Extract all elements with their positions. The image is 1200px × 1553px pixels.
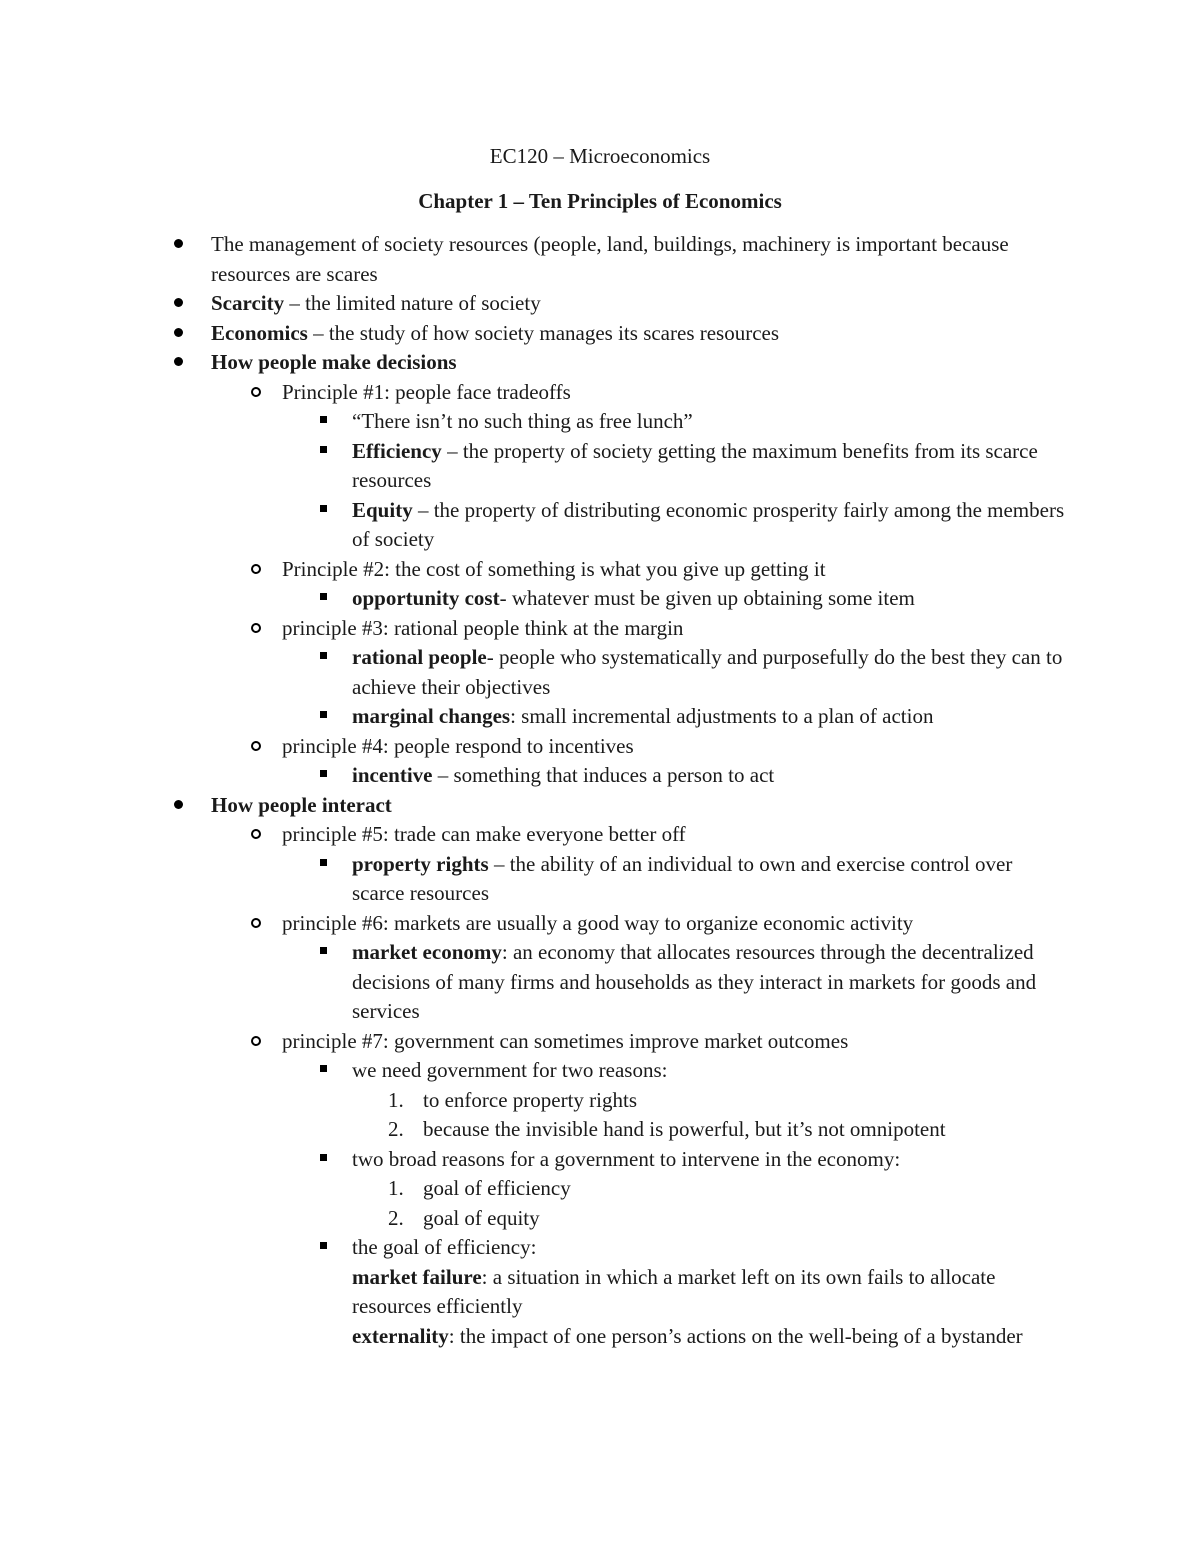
item-text bbox=[423, 1176, 571, 1200]
definition: principle #5: trade can make everyone better off bbox=[282, 822, 686, 846]
list-number: 1. bbox=[388, 1176, 404, 1200]
term: Economics bbox=[211, 320, 308, 345]
bullet-square-icon bbox=[318, 850, 332, 880]
list-item bbox=[0, 496, 1067, 555]
list-item bbox=[0, 1056, 1067, 1086]
bullet-circle-icon bbox=[249, 555, 263, 585]
bullet-square-icon bbox=[318, 496, 332, 526]
item-text bbox=[352, 586, 915, 610]
item-text bbox=[352, 409, 693, 433]
list-item bbox=[0, 732, 1062, 762]
term: How people make decisions bbox=[211, 350, 457, 374]
definition: Principle #2: the cost of something is what you give up getting it bbox=[282, 556, 826, 581]
term: Scarcity bbox=[211, 291, 285, 315]
list-item bbox=[0, 614, 1062, 644]
item-text bbox=[352, 1058, 667, 1082]
bullet-square-icon bbox=[318, 584, 332, 614]
definition: – the property of society getting the maximum benefits from its scarce resources bbox=[352, 438, 1038, 492]
definition: The management of society resources (people, land, buildings, machinery is important because resources are scares bbox=[211, 232, 1009, 286]
list-item bbox=[0, 437, 1067, 496]
continuation-text bbox=[0, 1263, 1067, 1322]
definition: the goal of efficiency: bbox=[352, 1235, 537, 1259]
list-item bbox=[0, 820, 1062, 850]
bullet-circle-icon bbox=[249, 378, 263, 408]
definition: two broad reasons for a government to intervene in the economy: bbox=[352, 1146, 901, 1171]
item-text bbox=[282, 734, 634, 758]
list-item bbox=[0, 702, 1067, 732]
definition: because the invisible hand is powerful, but it’s not omnipotent bbox=[423, 1117, 946, 1141]
item-text bbox=[352, 763, 774, 787]
definition: : an economy that allocates resources through the decentralized decisions of many firms and households as they interact in markets for goods and services bbox=[352, 940, 1037, 1023]
definition: : small incremental adjustments to a plan of action bbox=[510, 704, 934, 728]
item-text bbox=[282, 616, 683, 640]
bullet-square-icon bbox=[318, 643, 332, 673]
bullet-dot-icon bbox=[172, 791, 186, 821]
definition: : a situation in which a market left on its own fails to allocate resources efficiently bbox=[352, 1264, 996, 1318]
definition: principle #4: people respond to incentives bbox=[282, 733, 634, 758]
item-text bbox=[282, 911, 913, 935]
list-item bbox=[0, 1174, 1063, 1204]
bullet-square-icon bbox=[318, 1145, 332, 1175]
term: opportunity cost bbox=[352, 586, 500, 610]
bullet-square-icon bbox=[318, 1233, 332, 1263]
term: incentive bbox=[352, 763, 433, 787]
definition: we need government for two reasons: bbox=[352, 1058, 668, 1082]
list-item bbox=[0, 1204, 1063, 1234]
bullet-square-icon bbox=[318, 1056, 332, 1086]
definition: : the impact of one person’s actions on the well-being of a bystander bbox=[448, 1323, 1023, 1348]
item-text bbox=[211, 291, 541, 315]
term: marginal changes bbox=[352, 704, 511, 728]
item-text bbox=[282, 380, 571, 404]
bullet-dot-icon bbox=[172, 289, 186, 319]
definition: goal of efficiency bbox=[423, 1176, 571, 1200]
list-number: 1. bbox=[388, 1087, 404, 1112]
term: rational people bbox=[352, 645, 487, 669]
definition: – the limited nature of society bbox=[284, 291, 541, 315]
term: externality bbox=[352, 1323, 449, 1348]
item-text bbox=[352, 852, 1012, 906]
definition: to enforce property rights bbox=[423, 1087, 638, 1112]
definition: - whatever must be given up obtaining some item bbox=[499, 586, 915, 610]
course-title: EC120 – Microeconomics bbox=[489, 144, 711, 168]
bullet-circle-icon bbox=[249, 909, 263, 939]
item-text bbox=[352, 645, 1062, 699]
definition: “There isn’t no such thing as free lunch” bbox=[352, 409, 693, 433]
bullet-square-icon bbox=[318, 407, 332, 437]
item-text bbox=[423, 1088, 637, 1112]
item-text bbox=[282, 1029, 848, 1053]
item-text bbox=[352, 940, 1036, 1023]
list-item bbox=[0, 909, 1062, 939]
list-item bbox=[0, 791, 1041, 821]
definition: Principle #1: people face tradeoffs bbox=[282, 379, 571, 404]
item-text bbox=[423, 1206, 540, 1230]
item-text bbox=[211, 793, 392, 817]
term: property rights bbox=[352, 851, 489, 876]
definition: principle #6: markets are usually a good way to organize economic activity bbox=[282, 910, 914, 935]
bullet-circle-icon bbox=[249, 820, 263, 850]
list-item bbox=[0, 1233, 1067, 1263]
list-item bbox=[0, 555, 1062, 585]
definition: principle #3: rational people think at the margin bbox=[282, 615, 684, 640]
item-text bbox=[352, 704, 933, 728]
bullet-dot-icon bbox=[172, 348, 186, 378]
item-text bbox=[211, 350, 457, 374]
item-text bbox=[352, 1265, 995, 1319]
item-text bbox=[352, 439, 1038, 493]
list-item bbox=[0, 407, 1067, 437]
item-text bbox=[282, 822, 686, 846]
list-item bbox=[0, 1086, 1063, 1116]
list-number: 2. bbox=[388, 1205, 404, 1230]
definition: – the ability of an individual to own and exercise control over scarce resources bbox=[352, 851, 1013, 905]
bullet-circle-icon bbox=[249, 614, 263, 644]
item-text bbox=[211, 232, 1009, 286]
list-item bbox=[0, 938, 1067, 1027]
definition: – something that induces a person to act bbox=[432, 763, 775, 787]
list-number: 2. bbox=[388, 1117, 404, 1141]
list-item bbox=[0, 378, 1062, 408]
item-text bbox=[352, 1147, 900, 1171]
item-text bbox=[282, 557, 826, 581]
bullet-circle-icon bbox=[249, 732, 263, 762]
term: Efficiency bbox=[352, 438, 442, 463]
bullet-square-icon bbox=[318, 702, 332, 732]
definition: - people who systematically and purposefully do the best they can to achieve their objectives bbox=[352, 645, 1063, 699]
item-text bbox=[352, 1324, 1023, 1348]
item-text bbox=[352, 1235, 536, 1259]
definition: goal of equity bbox=[423, 1205, 540, 1230]
list-item bbox=[0, 230, 1041, 289]
bullet-dot-icon bbox=[172, 319, 186, 349]
list-item bbox=[0, 850, 1067, 909]
item-text bbox=[211, 321, 779, 345]
chapter-heading: Chapter 1 – Ten Principles of Economics bbox=[418, 189, 782, 213]
list-item bbox=[0, 761, 1067, 791]
term: market economy bbox=[352, 940, 502, 964]
bullet-square-icon bbox=[318, 437, 332, 467]
item-text bbox=[352, 498, 1064, 552]
list-item bbox=[0, 289, 1041, 319]
list-item bbox=[0, 584, 1067, 614]
definition: principle #7: government can sometimes improve market outcomes bbox=[282, 1028, 849, 1053]
list-item bbox=[0, 1145, 1067, 1175]
bullet-dot-icon bbox=[172, 230, 186, 260]
continuation-text bbox=[0, 1322, 1067, 1352]
list-item bbox=[0, 1027, 1062, 1057]
term: How people interact bbox=[211, 792, 392, 817]
definition: – the property of distributing economic prosperity fairly among the members of society bbox=[352, 497, 1065, 551]
item-text bbox=[423, 1117, 946, 1141]
list-item bbox=[0, 643, 1067, 702]
term: market failure bbox=[352, 1264, 482, 1289]
list-item bbox=[0, 348, 1041, 378]
list-item bbox=[0, 1115, 1063, 1145]
term: Equity bbox=[352, 497, 413, 522]
notes-list bbox=[0, 230, 1200, 1351]
bullet-square-icon bbox=[318, 761, 332, 791]
bullet-circle-icon bbox=[249, 1027, 263, 1057]
bullet-square-icon bbox=[318, 938, 332, 968]
list-item bbox=[0, 319, 1041, 349]
definition: – the study of how society manages its scares resources bbox=[307, 320, 780, 345]
